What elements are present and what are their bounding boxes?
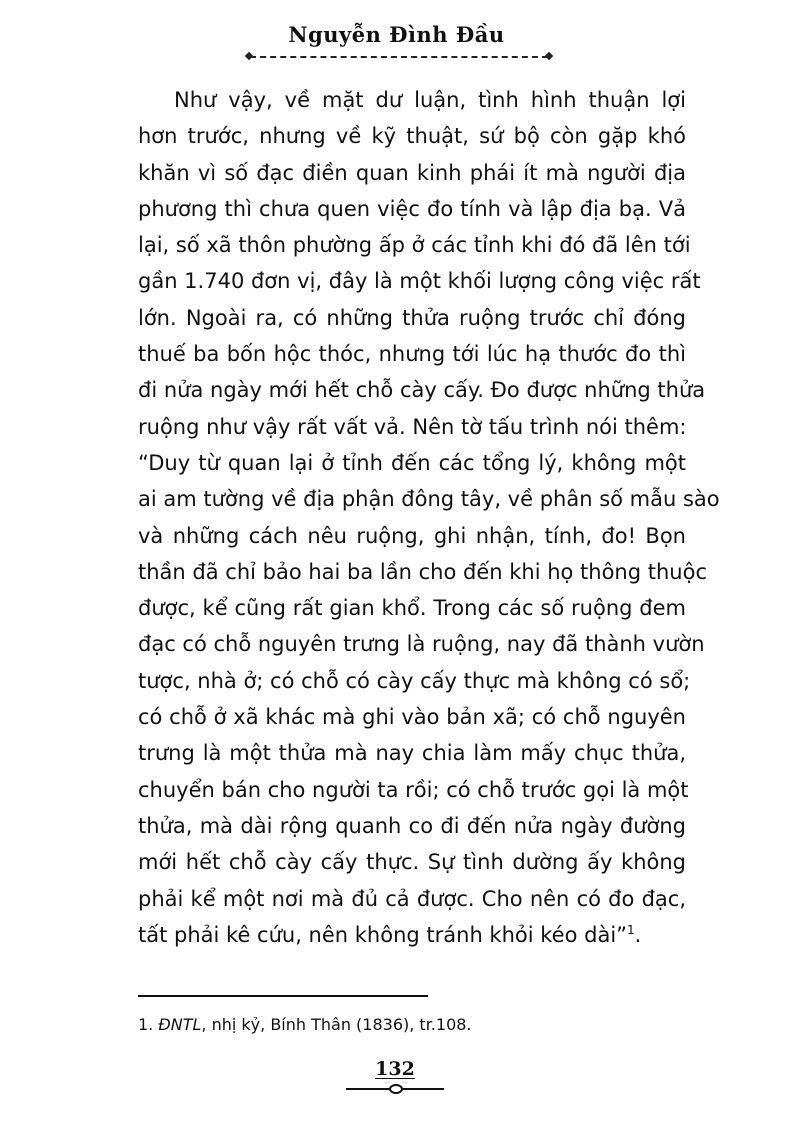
footnote-work-title: ĐNTL bbox=[158, 1015, 202, 1034]
body-line: ruộng như vậy rất vất vả. Nên tờ tấu trình nói thêm: bbox=[138, 414, 687, 439]
body-line: và những cách nêu ruộng, ghi nhận, tính, đo! Bọn bbox=[138, 523, 686, 548]
body-line: đạc có chỗ nguyên trưng là ruộng, nay đã thành vườn bbox=[138, 632, 705, 657]
body-line-last-text: tất phải kê cứu, nên không tránh khỏi kéo dài” bbox=[138, 922, 628, 947]
body-line: chuyển bán cho người ta rồi; có chỗ trước gọi là một bbox=[138, 777, 689, 802]
body-line: trưng là một thửa mà nay chia làm mấy chục thửa, bbox=[138, 741, 686, 766]
footnote-citation: , nhị kỷ, Bính Thân (1836), tr.108. bbox=[201, 1015, 472, 1034]
footnote-reference[interactable]: 1 bbox=[627, 922, 635, 937]
body-line: ai am tường về địa phận đông tây, về phân số mẫu sào bbox=[138, 487, 720, 512]
final-period: . bbox=[634, 922, 642, 947]
body-line: có chỗ ở xã khác mà ghi vào bản xã; có chỗ nguyên bbox=[138, 705, 686, 730]
body-line: gần 1.740 đơn vị, đây là một khối lượng công việc rất bbox=[138, 269, 701, 294]
body-line: phương thì chưa quen việc đo tính và lập địa bạ. Vả bbox=[138, 196, 686, 221]
header-rule-dot-right bbox=[545, 52, 553, 60]
body-line-last bbox=[138, 917, 686, 953]
footnote bbox=[138, 1015, 686, 1034]
body-line: hơn trước, nhưng về kỹ thuật, sứ bộ còn gặp khó bbox=[138, 124, 686, 149]
body-paragraph bbox=[138, 82, 720, 953]
running-header bbox=[0, 22, 793, 47]
body-line: thửa, mà dài rộng quanh co đi đến nửa ngày đường bbox=[138, 813, 686, 838]
body-line: tược, nhà ở; có chỗ có cày cấy thực mà không có sổ; bbox=[138, 668, 691, 693]
page-number-ornament bbox=[340, 1084, 450, 1094]
body-line: Như vậy, về mặt dư luận, tình hình thuận lợi bbox=[174, 88, 686, 112]
ornament-knot-icon bbox=[389, 1084, 403, 1094]
header-ornamental-rule bbox=[250, 56, 548, 58]
footnote-number: 1. bbox=[138, 1015, 154, 1034]
body-line: khăn vì số đạc điền quan kinh phái ít mà người địa bbox=[138, 160, 686, 185]
body-line: lớn. Ngoài ra, có những thửa ruộng trước chỉ đóng bbox=[138, 305, 686, 330]
body-line: “Duy từ quan lại ở tỉnh đến các tổng lý, không một bbox=[138, 450, 686, 475]
running-header-author: Nguyễn Đình Đầu bbox=[288, 22, 505, 47]
body-line: phải kể một nơi mà đủ cả được. Cho nên có đo đạc, bbox=[138, 886, 686, 911]
body-line: lại, số xã thôn phường ấp ở các tỉnh khi đó đã lên tới bbox=[138, 233, 691, 258]
page-number: 132 bbox=[375, 1058, 415, 1080]
body-line: đi nửa ngày mới hết chỗ cày cấy. Đo được những thửa bbox=[138, 378, 706, 403]
header-rule-dot-left bbox=[245, 52, 253, 60]
body-line: mới hết chỗ cày cấy thực. Sự tình dường ấy không bbox=[138, 850, 686, 875]
body-line: thần đã chỉ bảo hai ba lần cho đến khi họ thông thuộc bbox=[138, 559, 707, 584]
footnote-separator-rule bbox=[138, 995, 428, 997]
page-footer bbox=[340, 1058, 450, 1094]
body-line: được, kể cũng rất gian khổ. Trong các số ruộng đem bbox=[138, 596, 686, 621]
body-line: thuế ba bốn hộc thóc, nhưng tới lúc hạ thước đo thì bbox=[138, 342, 686, 367]
